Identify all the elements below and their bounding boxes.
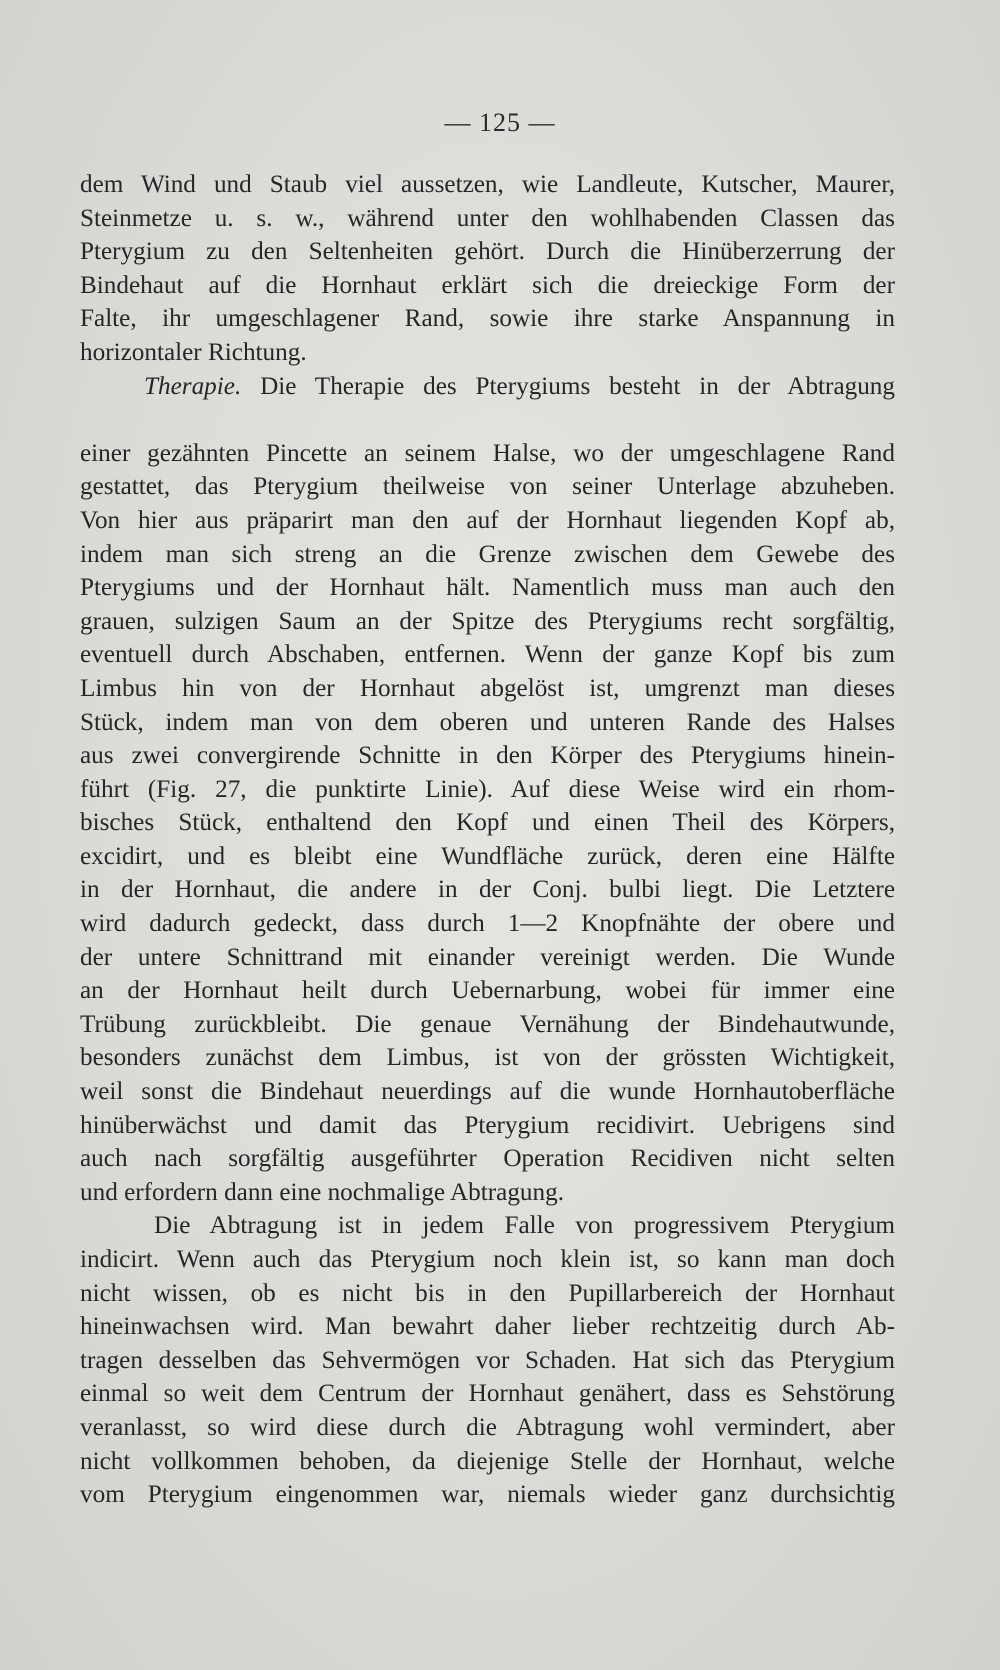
text-line: einmal so weit dem Centrum der Hornhaut genähert, dass es Sehstörung (80, 1380, 895, 1408)
text-line: in der Hornhaut, die andere in der Conj. bulbi liegt. Die Letztere (80, 876, 895, 904)
text-line: vom Pterygium eingenommen war, niemals wieder ganz durchsichtig (80, 1481, 895, 1509)
text-line: auch nach sorgfältig ausgeführter Operation Recidiven nicht selten (80, 1145, 895, 1173)
text-line: Pterygium zu den Seltenheiten gehört. Durch die Hinüberzerrung der (80, 238, 895, 266)
page-number: — 125 — (444, 108, 556, 137)
text-line: Die Abtragung ist in jedem Falle von progressivem Pterygium (154, 1212, 895, 1240)
text-line: indicirt. Wenn auch das Pterygium noch klein ist, so kann man doch (80, 1246, 895, 1273)
text-line-arlt (80, 403, 895, 437)
text-line: eventuell durch Abschaben, entfernen. Wenn der ganze Kopf bis zum (80, 641, 895, 669)
body-text (80, 168, 895, 1512)
section-label: Therapie. (144, 372, 242, 400)
text-line: excidirt, und es bleibt eine Wundfläche zurück, deren eine Hälfte (80, 842, 895, 870)
text-line: nicht vollkommen behoben, da diejenige Stelle der Hornhaut, welche (80, 1447, 895, 1475)
text-line: Steinmetze u. s. w., während unter den wohlhabenden Classen das (80, 204, 895, 232)
text-line: dem Wind und Staub viel aussetzen, wie Landleute, Kutscher, Maurer, (80, 171, 895, 198)
text-line: Von hier aus präparirt man den auf der Hornhaut liegenden Kopf ab, (80, 506, 895, 534)
text-line: wird dadurch gedeckt, dass durch 1—2 Knopfnähte der obere und (80, 910, 895, 938)
text-line: Pterygiums und der Hornhaut hält. Namentlich muss man auch den (80, 574, 895, 602)
text-line-therapie (80, 370, 895, 404)
text-line: Limbus hin von der Hornhaut abgelöst ist, umgrenzt man dieses (80, 674, 895, 702)
text-line: indem man sich streng an die Grenze zwischen dem Gewebe des (80, 540, 895, 568)
text-line: Falte, ihr umgeschlagener Rand, sowie ihre starke Anspannung in (80, 305, 895, 333)
text-line: nicht wissen, ob es nicht bis in den Pupillarbereich der Hornhaut (80, 1279, 895, 1307)
text-line: Trübung zurückbleibt. Die genaue Vernähung der Bindehautwunde, (80, 1010, 895, 1038)
text-line: bisches Stück, enthaltend den Kopf und einen Theil des Körpers, (80, 809, 895, 837)
text-line: einer gezähnten Pincette an seinem Halse, wo der umgeschlagene Rand (80, 439, 895, 467)
text-line: veranlasst, so wird diese durch die Abtragung wohl vermindert, aber (80, 1413, 895, 1441)
text-line: der untere Schnittrand mit einander vereinigt werden. Die Wunde (80, 943, 895, 971)
text-line: tragen desselben das Sehvermögen vor Schaden. Hat sich das Pterygium (80, 1346, 895, 1374)
text-line: hineinwachsen wird. Man bewahrt daher lieber rechtzeitig durch Ab- (80, 1313, 895, 1341)
text-line: aus zwei convergirende Schnitte in den Körper des Pterygiums hinein- (80, 742, 895, 770)
text-line: und erfordern dann eine nochmalige Abtragung. (80, 1178, 564, 1206)
text-line: weil sonst die Bindehaut neuerdings auf die wunde Hornhautoberfläche (80, 1078, 895, 1106)
text-line: hinüberwächst und damit das Pterygium recidivirt. Uebrigens sind (80, 1111, 895, 1139)
text-line: an der Hornhaut heilt durch Uebernarbung, wobei für immer eine (80, 977, 895, 1005)
text-line: Bindehaut auf die Hornhaut erklärt sich die dreieckige Form der (80, 271, 895, 299)
text-line: führt (Fig. 27, die punktirte Linie). Auf diese Weise wird ein rhom- (80, 775, 895, 803)
text-line: horizontaler Richtung. (80, 338, 307, 366)
text-line: grauen, sulzigen Saum an der Spitze des Pterygiums recht sorgfältig, (80, 607, 895, 635)
text-line: gestattet, das Pterygium theilweise von seiner Unterlage abzuheben. (80, 473, 895, 501)
text-span: Die Therapie des Pterygiums besteht in der Abtragung (260, 372, 895, 400)
text-line: Stück, indem man von dem oberen und unteren Rande des Halses (80, 708, 895, 736)
text-line: besonders zunächst dem Limbus, ist von der grössten Wichtigkeit, (80, 1044, 895, 1072)
